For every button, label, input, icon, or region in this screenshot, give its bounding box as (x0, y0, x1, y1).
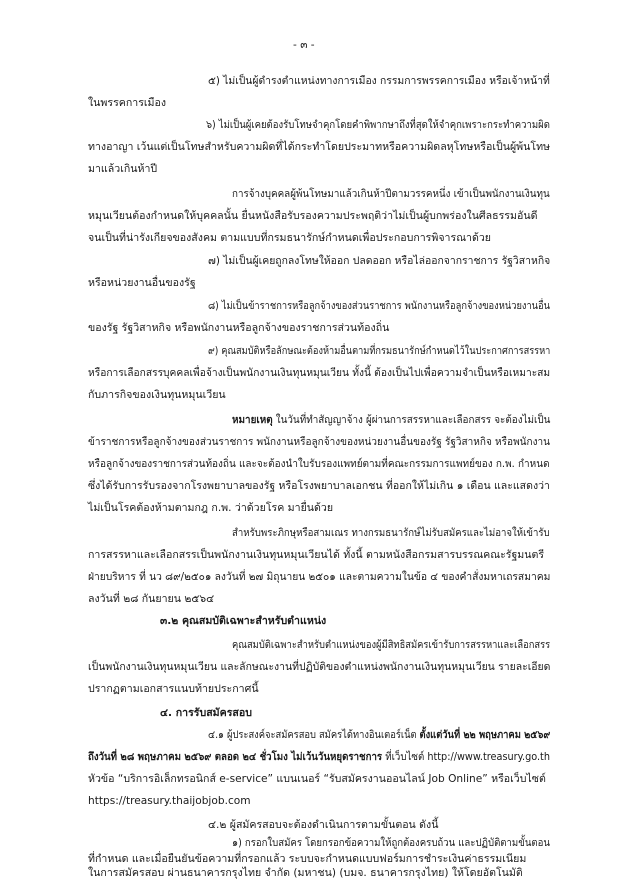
item-9-line-1: ๙) คุณสมบัติหรือลักษณะต้องห้ามอื่นตามที่กรมธนารักษ์กำหนดไว้ในประกาศการสรรหา (208, 345, 551, 357)
section-3-2-heading: ๓.๒ คุณสมบัติเฉพาะสำหรับตำแหน่ง (160, 615, 327, 627)
item-6-line-3: มาแล้วเกินห้าปี (88, 163, 158, 175)
section-4-heading: ๔. การรับสมัครสอบ (160, 707, 252, 719)
section-4-1-line-3: หัวข้อ “บริการอิเล็กทรอนิกส์ e-service” แบนเนอร์ “รับสมัครงานออนไลน์ Job Online” หรือเว็บไซต์ (88, 773, 546, 785)
jobjob-link[interactable]: https://treasury.thaijobjob.com (88, 795, 251, 807)
section-4-2-lead: ๔.๒ ผู้สมัครสอบจะต้องดำเนินการตามขั้นตอน ดังนี้ (208, 819, 439, 831)
monk-line-4: ลงวันที่ ๒๘ กันยายน ๒๕๖๔ (88, 593, 215, 605)
item-9-line-2: หรือการเลือกสรรบุคคลเพื่อจ้างเป็นพนักงานเงินทุนหมุนเวียน ทั้งนี้ ต้องเป็นไปเพื่อความจำเป็นหรือเหมาะสม (88, 367, 551, 379)
note-first-rest: ในวันที่ทำสัญญาจ้าง ผู้ผ่านการสรรหาและเลือกสรร จะต้องไม่เป็น (272, 414, 551, 426)
item-8-line-1: ๘) ไม่เป็นข้าราชการหรือลูกจ้างของส่วนราชการ พนักงานหรือลูกจ้างของหน่วยงานอื่น (208, 300, 551, 312)
item-7-line-2: หรือหน่วยงานอื่นของรัฐ (88, 277, 196, 289)
note-line-1 (232, 413, 550, 427)
item-6-para-line-1: การจ้างบุคคลผู้พ้นโทษมาแล้วเกินห้าปีตามวรรคหนึ่ง เข้าเป็นพนักงานเงินทุน (232, 188, 550, 200)
item-9-line-3: กับภารกิจของเงินทุนหมุนเวียน (88, 389, 226, 401)
note-label: หมายเหตุ (232, 414, 273, 426)
note-line-2: ข้าราชการหรือลูกจ้างของส่วนราชการ พนักงานหรือลูกจ้างของหน่วยงานอื่นของรัฐ รัฐวิสาหกิจ หรือพนักงาน (88, 436, 551, 448)
section-4-2-step-1-line-3: ในการสมัครสอบ ผ่านธนาคารกรุงไทย จำกัด (มหาชน) (บมจ. ธนาคารกรุงไทย) ให้โดยอัตโนมัติ (88, 867, 523, 879)
item-6-para-line-3: จนเป็นที่น่ารังเกียจของสังคม ตามแบบที่กรมธนารักษ์กำหนดเพื่อประกอบการพิจารณาด้วย (88, 232, 492, 244)
section-4-2-step-1-line-2: ที่กำหนด และเมื่อยืนยันข้อความที่กรอกแล้ว ระบบจะกำหนดแบบฟอร์มการชำระเงินค่าธรรมเนียม (88, 853, 527, 865)
monk-line-3: ฝ่ายบริหาร ที่ นว ๘๙/๒๕๐๑ ลงวันที่ ๒๗ มิถุนายน ๒๕๐๑ และตามความในข้อ ๔ ของคำสั่งมหาเถรสมาคม (88, 571, 551, 583)
section-4-2-step-1-line-1: ๑) กรอกใบสมัคร โดยกรอกข้อความให้ถูกต้องครบถ้วน และปฏิบัติตามขั้นตอน (232, 837, 550, 849)
section-4-1-lead: ๔.๑ ผู้ประสงค์จะสมัครสอบ สมัครได้ทางอินเตอร์เน็ต (208, 729, 420, 741)
section-4-1-date-start: ตั้งแต่วันที่ ๒๒ พฤษภาคม ๒๕๖๙ (419, 729, 551, 741)
section-3-2-line-3: ปรากฏตามเอกสารแนบท้ายประกาศนี้ (88, 683, 259, 695)
item-6-para-line-2: หมุนเวียนต้องกำหนดให้บุคคลนั้น ยื่นหนังสือรับรองความประพฤติว่าไม่เป็นผู้บกพร่องในศีลธรรมอันดี (88, 210, 538, 222)
section-3-2-line-1: คุณสมบัติเฉพาะสำหรับตำแหน่งของผู้มีสิทธิสมัครเข้ารับการสรรหาและเลือกสรร (232, 639, 551, 651)
monk-line-2: การสรรหาและเลือกสรรเป็นพนักงานเงินทุนหมุนเวียนได้ ทั้งนี้ ตามหนังสือกรมสารบรรณคณะรัฐมนตรี (88, 549, 545, 561)
item-6-line-1: ๖) ไม่เป็นผู้เคยต้องรับโทษจำคุกโดยคำพิพากษาถึงที่สุดให้จำคุกเพราะกระทำความผิด (206, 119, 550, 131)
note-line-3: หรือลูกจ้างของราชการส่วนท้องถิ่น และจะต้องนำใบรับรองแพทย์ตามที่คณะกรรมการแพทย์ของ ก.พ. กำหนด (88, 458, 550, 470)
page-number: - ๓ - (293, 39, 315, 51)
section-4-1-line-1 (208, 728, 550, 742)
note-line-5: ไม่เป็นโรคต้องห้ามตามกฎ ก.พ. ว่าด้วยโรค มายื่นด้วย (88, 502, 334, 514)
section-4-1-date-end: ถึงวันที่ ๒๘ พฤษภาคม ๒๕๖๙ ตลอด ๒๔ ชั่วโมง ไม่เว้นวันหยุดราชการ (88, 751, 383, 763)
section-4-1-website: ที่เว็บไซต์ http://www.treasury.go.th (382, 751, 551, 763)
item-5-line-2: ในพรรคการเมือง (88, 97, 167, 109)
note-line-4: ซึ่งได้รับการรับรองจากโรงพยาบาลของรัฐ หรือโรงพยาบาลเอกชน ที่ออกให้ไม่เกิน ๑ เดือน และแสดงว่า (88, 480, 550, 492)
monk-line-1: สำหรับพระภิกษุหรือสามเณร ทางกรมธนารักษ์ไม่รับสมัครและไม่อาจให้เข้ารับ (232, 527, 550, 539)
section-4-1-line-2 (88, 750, 550, 764)
item-8-line-2: ของรัฐ รัฐวิสาหกิจ หรือพนักงานหรือลูกจ้างของราชการส่วนท้องถิ่น (88, 322, 390, 334)
section-3-2-line-2: เป็นพนักงานเงินทุนหมุนเวียน และลักษณะงานที่ปฏิบัติของตำแหน่งพนักงานเงินทุนหมุนเวียน รายละเอียด (88, 661, 551, 673)
item-6-line-2: ทางอาญา เว้นแต่เป็นโทษสำหรับความผิดที่ได้กระทำโดยประมาทหรือความผิดลหุโทษหรือเป็นผู้พ้นโทษ (88, 141, 551, 153)
item-7-line-1: ๗) ไม่เป็นผู้เคยถูกลงโทษให้ออก ปลดออก หรือไล่ออกจากราชการ รัฐวิสาหกิจ (208, 255, 551, 267)
item-5-line-1: ๕) ไม่เป็นผู้ดำรงตำแหน่งทางการเมือง กรรมการพรรคการเมือง หรือเจ้าหน้าที่ (208, 75, 550, 87)
